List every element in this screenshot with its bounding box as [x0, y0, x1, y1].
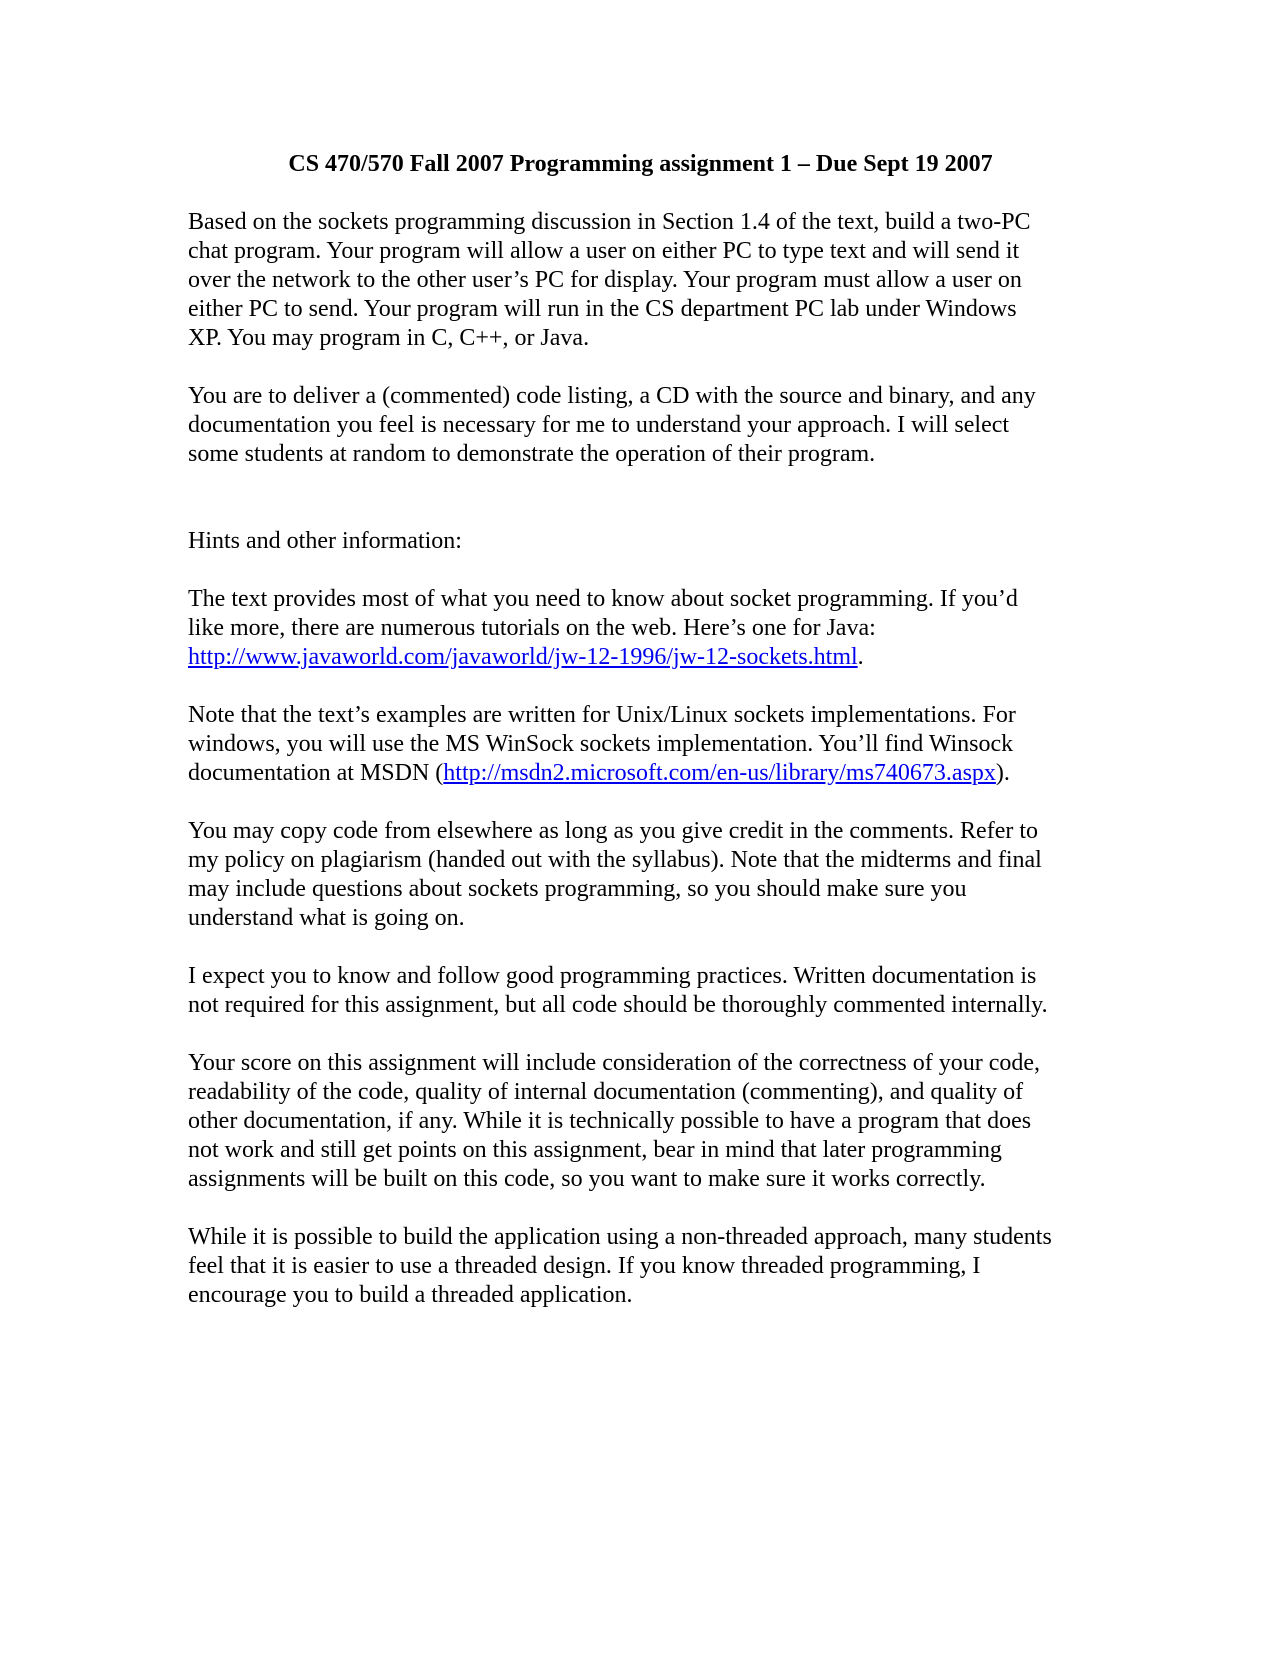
javaworld-link[interactable]: http://www.javaworld.com/javaworld/jw-12-1996/jw-12-sockets.html: [188, 644, 858, 670]
intro-paragraph: [188, 208, 1093, 353]
document-body: [188, 150, 1093, 1339]
hints-heading: Hints and other information:: [188, 528, 462, 554]
paragraph-line: [188, 759, 1093, 788]
paragraph-line: assignments will be built on this code, so you want to make sure it works correctly.: [188, 1166, 986, 1192]
practices-paragraph: [188, 962, 1093, 1020]
paragraph-line: may include questions about sockets programming, so you should make sure you: [188, 876, 967, 902]
paragraph-line: either PC to send. Your program will run in the CS department PC lab under Windows: [188, 296, 1017, 322]
winsock-paragraph: [188, 701, 1093, 788]
msdn-link[interactable]: http://msdn2.microsoft.com/en-us/library/ms740673.aspx: [443, 760, 996, 786]
paragraph-line: my policy on plagiarism (handed out with the syllabus). Note that the midterms and final: [188, 847, 1042, 873]
paragraph-line: over the network to the other user’s PC for display. Your program must allow a user on: [188, 267, 1022, 293]
threading-paragraph: [188, 1223, 1093, 1310]
paragraph-line: You are to deliver a (commented) code listing, a CD with the source and binary, and any: [188, 383, 1036, 409]
link-prefix: documentation at MSDN (: [188, 760, 444, 786]
paragraph-line: readability of the code, quality of internal documentation (commenting), and quality of: [188, 1079, 1024, 1105]
paragraph-line: not required for this assignment, but all code should be thoroughly commented internally.: [188, 992, 1048, 1018]
link-suffix: ).: [995, 760, 1010, 786]
spacer: [188, 498, 1093, 527]
paragraph-line: windows, you will use the MS WinSock sockets implementation. You’ll find Winsock: [188, 731, 1014, 757]
deliverables-paragraph: [188, 382, 1093, 469]
paragraph-line: You may copy code from elsewhere as long as you give credit in the comments. Refer to: [188, 818, 1039, 844]
paragraph-line: documentation you feel is necessary for me to understand your approach. I will select: [188, 412, 1010, 438]
link-suffix: .: [857, 644, 864, 670]
paragraph-line: Based on the sockets programming discussion in Section 1.4 of the text, build a two-PC: [188, 209, 1031, 235]
paragraph-line: [188, 643, 1093, 672]
paragraph-line: other documentation, if any. While it is technically possible to have a program that does: [188, 1108, 1032, 1134]
paragraph-line: I expect you to know and follow good programming practices. Written documentation is: [188, 963, 1037, 989]
paragraph-line: The text provides most of what you need to know about socket programming. If you’d: [188, 586, 1018, 612]
paragraph-line: not work and still get points on this assignment, bear in mind that later programming: [188, 1137, 1002, 1163]
copying-paragraph: [188, 817, 1093, 933]
score-paragraph: [188, 1049, 1093, 1194]
paragraph-line: While it is possible to build the application using a non-threaded approach, many students: [188, 1224, 1052, 1250]
text-hint-paragraph: [188, 585, 1093, 672]
paragraph-line: feel that it is easier to use a threaded design. If you know threaded programming, I: [188, 1253, 981, 1279]
paragraph-line: XP. You may program in C, C++, or Java.: [188, 325, 590, 351]
page-title: CS 470/570 Fall 2007 Programming assignment 1 – Due Sept 19 2007: [288, 151, 993, 177]
paragraph-line: Note that the text’s examples are written for Unix/Linux sockets implementations. For: [188, 702, 1016, 728]
paragraph-line: understand what is going on.: [188, 905, 465, 931]
paragraph-line: encourage you to build a threaded application.: [188, 1282, 633, 1308]
paragraph-line: chat program. Your program will allow a user on either PC to type text and will send it: [188, 238, 1020, 264]
paragraph-line: some students at random to demonstrate the operation of their program.: [188, 441, 876, 467]
paragraph-line: Your score on this assignment will include consideration of the correctness of your code,: [188, 1050, 1041, 1076]
paragraph-line: like more, there are numerous tutorials on the web. Here’s one for Java:: [188, 615, 876, 641]
